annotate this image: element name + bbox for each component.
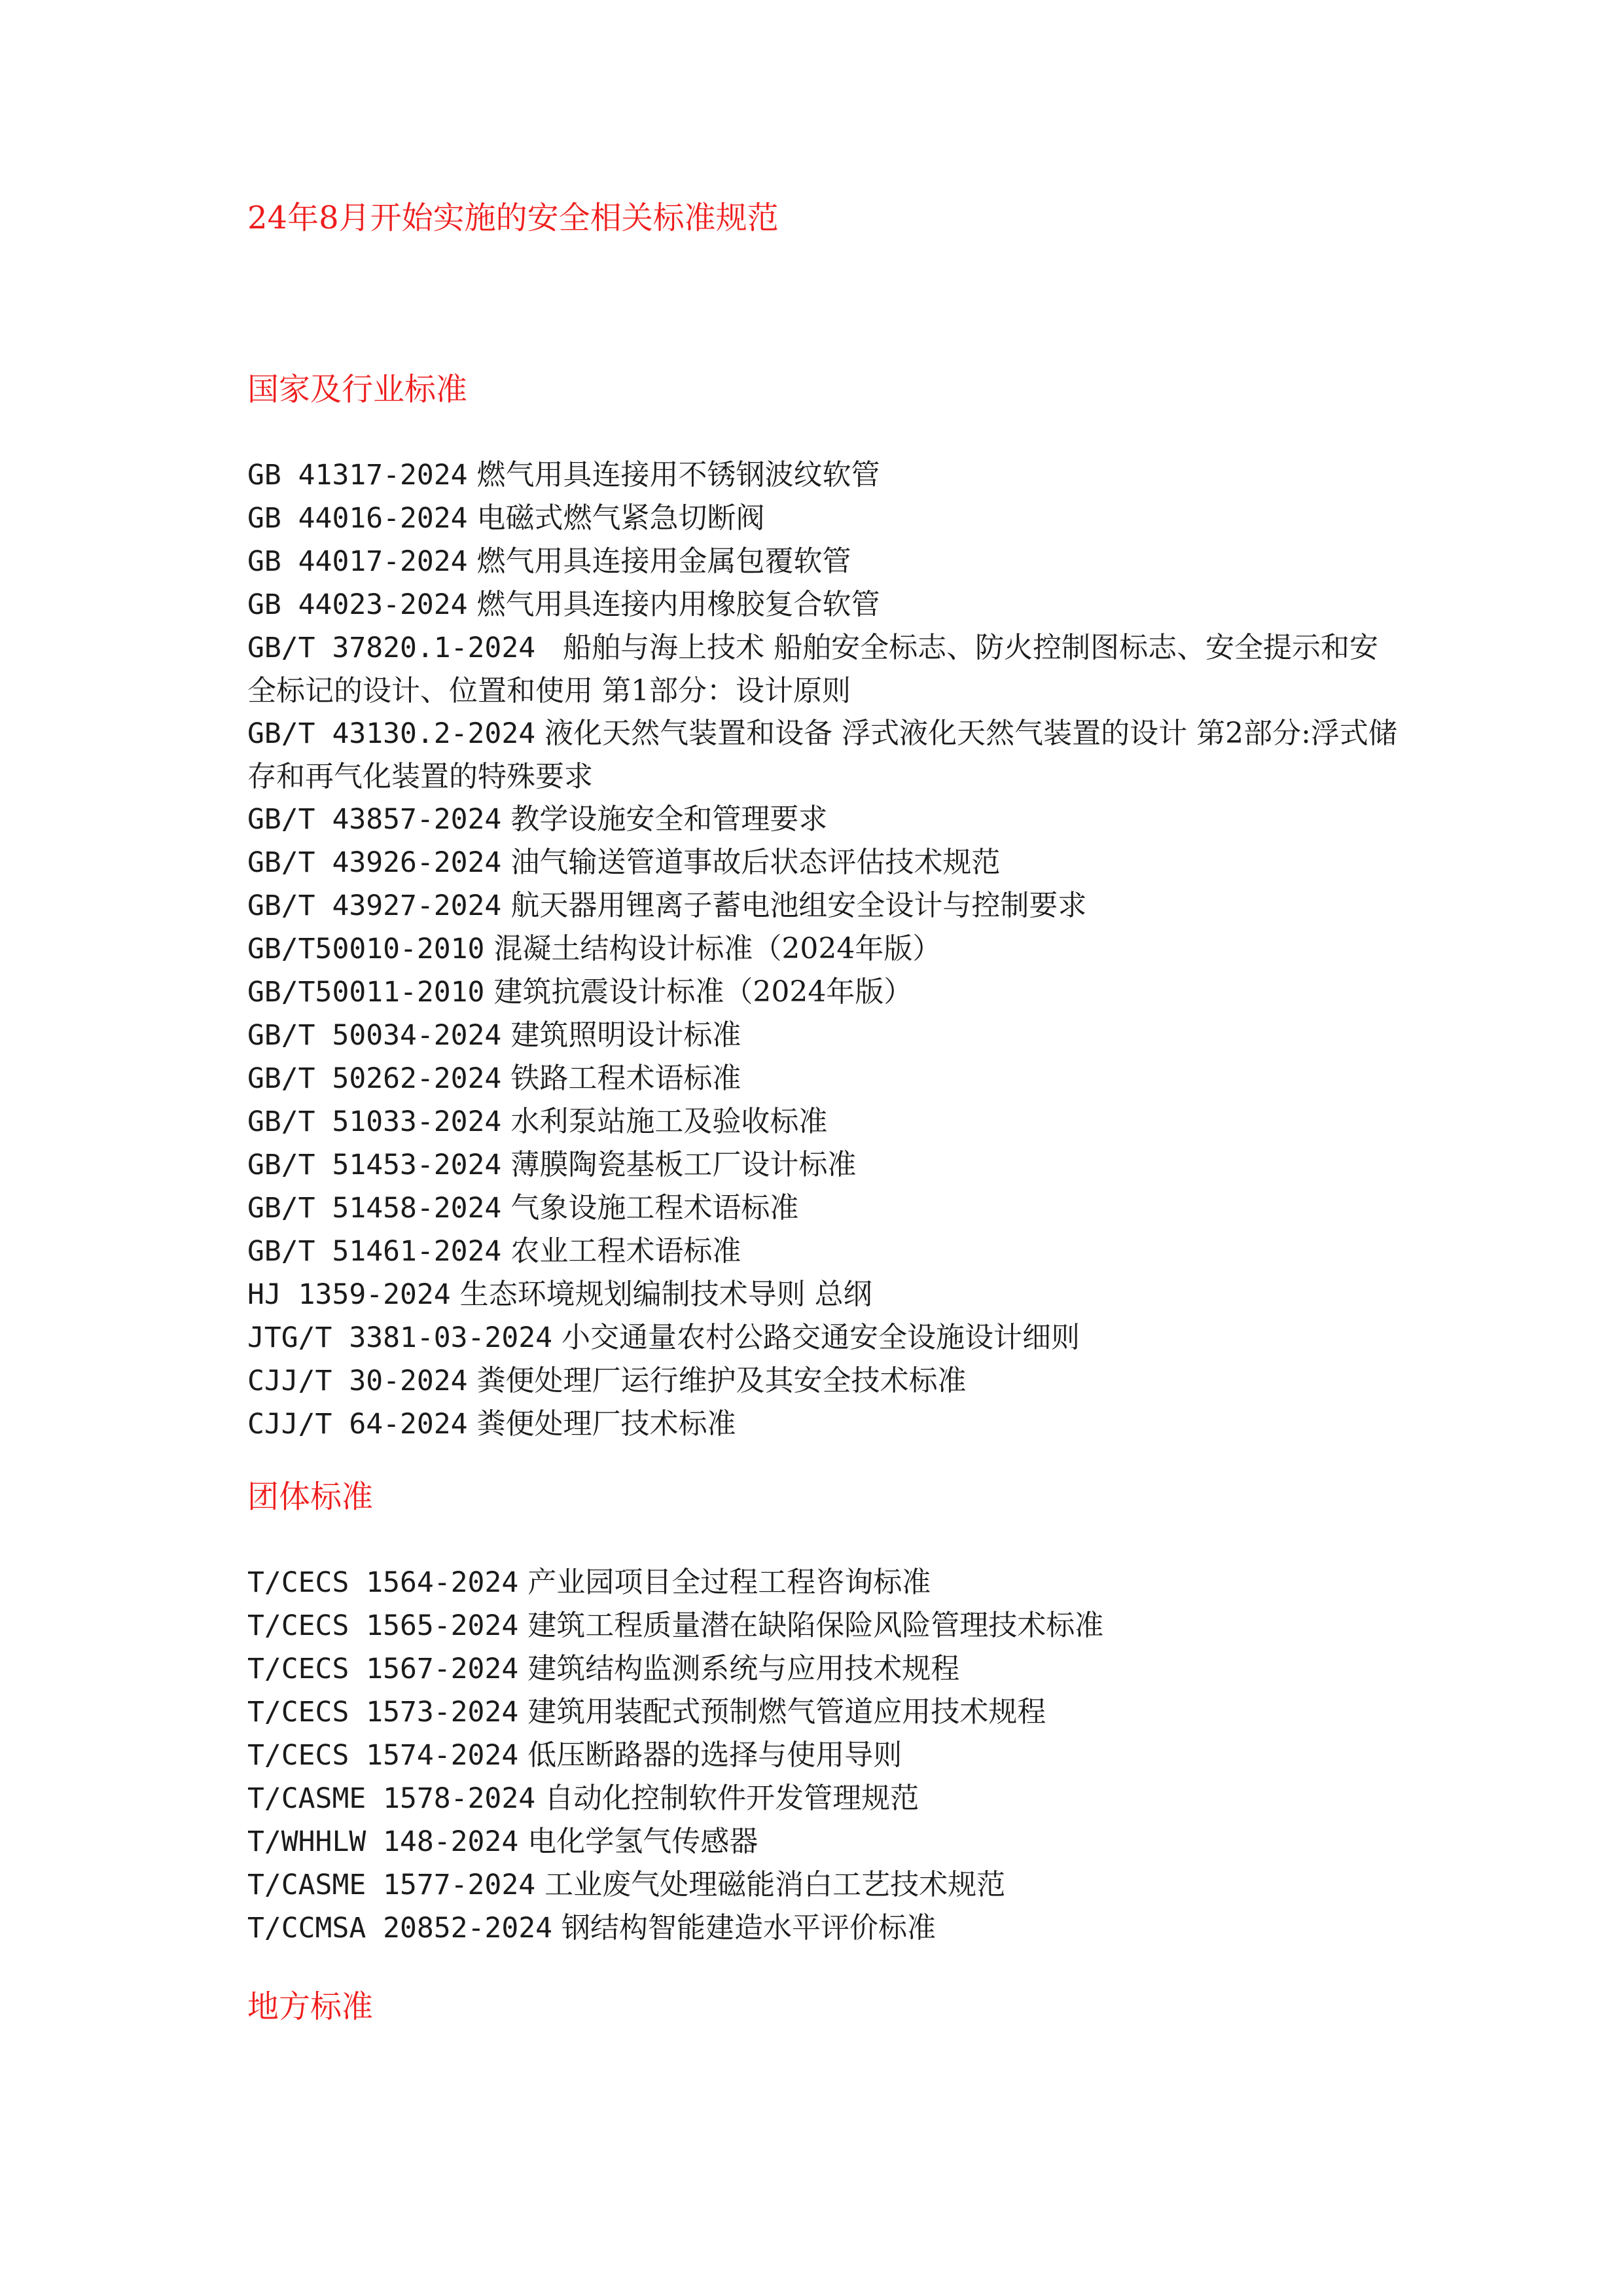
standard-item <box>247 1057 1399 1100</box>
standard-name: 铁路工程术语标准 <box>510 1062 741 1095</box>
standard-name: 产业园项目全过程工程咨询标准 <box>527 1566 931 1599</box>
standard-item <box>247 1604 1399 1647</box>
standard-name: 粪便处理厂运行维护及其安全技术标准 <box>476 1364 967 1397</box>
standard-item <box>247 927 1399 971</box>
standard-code: CJJ/T 64-2024 <box>247 1408 468 1441</box>
standard-item <box>247 1230 1399 1273</box>
standard-name: 建筑照明设计标准 <box>510 1018 741 1052</box>
standard-item <box>247 540 1399 583</box>
standard-code: GB/T 43857-2024 <box>247 803 502 836</box>
standard-name: 电化学氢气传感器 <box>527 1825 758 1858</box>
standard-code: GB 44016-2024 <box>247 502 468 535</box>
standard-name: 低压断路器的选择与使用导则 <box>527 1738 902 1772</box>
standard-item <box>247 1863 1399 1907</box>
standard-item <box>247 971 1399 1014</box>
section-heading-group-standards: 团体标准 <box>247 1479 374 1515</box>
standard-code: GB/T 50262-2024 <box>247 1062 502 1095</box>
standard-name: 燃气用具连接用金属包覆软管 <box>476 545 851 578</box>
standard-name: 工业废气处理磁能消白工艺技术规范 <box>544 1868 1006 1901</box>
standard-name: 船舶与海上技术 船舶安全标志、防火控制图标志、安全提示和安全标记的设计、位置和使用 第1部分：设计原则 <box>247 631 1379 708</box>
standard-name: 油气输送管道事故后状态评估技术规范 <box>510 846 1001 879</box>
standard-code: T/CCMSA 20852-2024 <box>247 1912 552 1945</box>
standard-name: 生态环境规划编制技术导则 总纲 <box>459 1278 872 1311</box>
standard-name: 小交通量农村公路交通安全设施设计细则 <box>562 1321 1080 1354</box>
standard-name: 建筑用装配式预制燃气管道应用技术规程 <box>527 1695 1046 1729</box>
standard-code: GB/T 43130.2-2024 <box>247 717 536 750</box>
standard-name: 农业工程术语标准 <box>510 1234 741 1268</box>
standard-code: GB 41317-2024 <box>247 459 468 492</box>
standard-item <box>247 1777 1399 1820</box>
standard-item <box>247 798 1399 841</box>
standard-item <box>247 1316 1399 1359</box>
standard-name: 自动化控制软件开发管理规范 <box>544 1782 919 1815</box>
standard-item <box>247 1647 1399 1691</box>
standard-code: GB/T50011-2010 <box>247 976 485 1009</box>
group-standards-list <box>247 1561 1399 1950</box>
standard-name: 钢结构智能建造水平评价标准 <box>562 1911 936 1945</box>
standard-code: T/CECS 1565-2024 <box>247 1609 519 1642</box>
standard-item <box>247 884 1399 927</box>
standard-name: 航天器用锂离子蓄电池组安全设计与控制要求 <box>510 889 1087 922</box>
standard-code: GB/T 51033-2024 <box>247 1105 502 1138</box>
standard-name: 混凝土结构设计标准（2024年版） <box>493 932 942 965</box>
standard-item <box>247 841 1399 884</box>
standard-item <box>247 1273 1399 1316</box>
standard-code: GB/T 50034-2024 <box>247 1019 502 1052</box>
standard-code: GB/T 51458-2024 <box>247 1192 502 1225</box>
standard-code: GB/T50010-2010 <box>247 933 485 965</box>
standard-code: JTG/T 3381-03-2024 <box>247 1321 552 1354</box>
standard-code: T/CECS 1567-2024 <box>247 1653 519 1685</box>
standard-code: T/CASME 1578-2024 <box>247 1782 536 1815</box>
standard-name: 气象设施工程术语标准 <box>510 1191 799 1225</box>
standard-code: GB/T 43926-2024 <box>247 846 502 879</box>
standard-code: T/WHHLW 148-2024 <box>247 1825 519 1858</box>
standard-code: T/CASME 1577-2024 <box>247 1869 536 1901</box>
standard-name: 燃气用具连接内用橡胶复合软管 <box>476 588 880 621</box>
standard-name: 电磁式燃气紧急切断阀 <box>476 501 765 535</box>
standard-name: 粪便处理厂技术标准 <box>476 1407 736 1441</box>
standard-item <box>247 1100 1399 1143</box>
standard-name: 薄膜陶瓷基板工厂设计标准 <box>510 1148 857 1181</box>
section-heading-national-industry: 国家及行业标准 <box>247 371 468 408</box>
standard-item <box>247 583 1399 626</box>
standard-item <box>247 454 1399 497</box>
standard-item <box>247 1691 1399 1734</box>
standard-name: 水利泵站施工及验收标准 <box>510 1105 828 1138</box>
standard-item <box>247 1820 1399 1863</box>
standard-item <box>247 1187 1399 1230</box>
standard-item <box>247 1561 1399 1604</box>
standard-name: 建筑工程质量潜在缺陷保险风险管理技术标准 <box>527 1609 1104 1642</box>
standard-code: GB 44017-2024 <box>247 545 468 578</box>
standard-item <box>247 1014 1399 1057</box>
standard-name: 建筑抗震设计标准（2024年版） <box>493 975 913 1009</box>
national-industry-standards-list <box>247 454 1399 1446</box>
standard-code: GB 44023-2024 <box>247 588 468 621</box>
standard-item <box>247 1403 1399 1446</box>
standard-name: 建筑结构监测系统与应用技术规程 <box>527 1652 960 1685</box>
standard-code: GB/T 43927-2024 <box>247 889 502 922</box>
standard-item <box>247 712 1399 798</box>
standard-name: 液化天然气装置和设备 浮式液化天然气装置的设计 第2部分:浮式储存和再气化装置的特殊要求 <box>247 717 1397 793</box>
section-heading-local-standards: 地方标准 <box>247 1988 374 2025</box>
standard-code: GB/T 37820.1-2024 <box>247 632 536 664</box>
standard-code: CJJ/T 30-2024 <box>247 1365 468 1397</box>
document-title: 24年8月开始实施的安全相关标准规范 <box>247 200 779 236</box>
standard-item <box>247 1734 1399 1777</box>
standard-item <box>247 1907 1399 1950</box>
standard-name: 燃气用具连接用不锈钢波纹软管 <box>476 458 880 492</box>
standard-item <box>247 626 1399 712</box>
standard-code: GB/T 51461-2024 <box>247 1235 502 1268</box>
standard-item <box>247 497 1399 540</box>
standard-code: HJ 1359-2024 <box>247 1278 451 1311</box>
standard-item <box>247 1143 1399 1187</box>
standard-code: T/CECS 1564-2024 <box>247 1566 519 1599</box>
standard-code: T/CECS 1574-2024 <box>247 1739 519 1772</box>
standard-code: GB/T 51453-2024 <box>247 1149 502 1181</box>
standard-code: T/CECS 1573-2024 <box>247 1696 519 1729</box>
standard-item <box>247 1359 1399 1403</box>
standard-name: 教学设施安全和管理要求 <box>510 802 828 836</box>
